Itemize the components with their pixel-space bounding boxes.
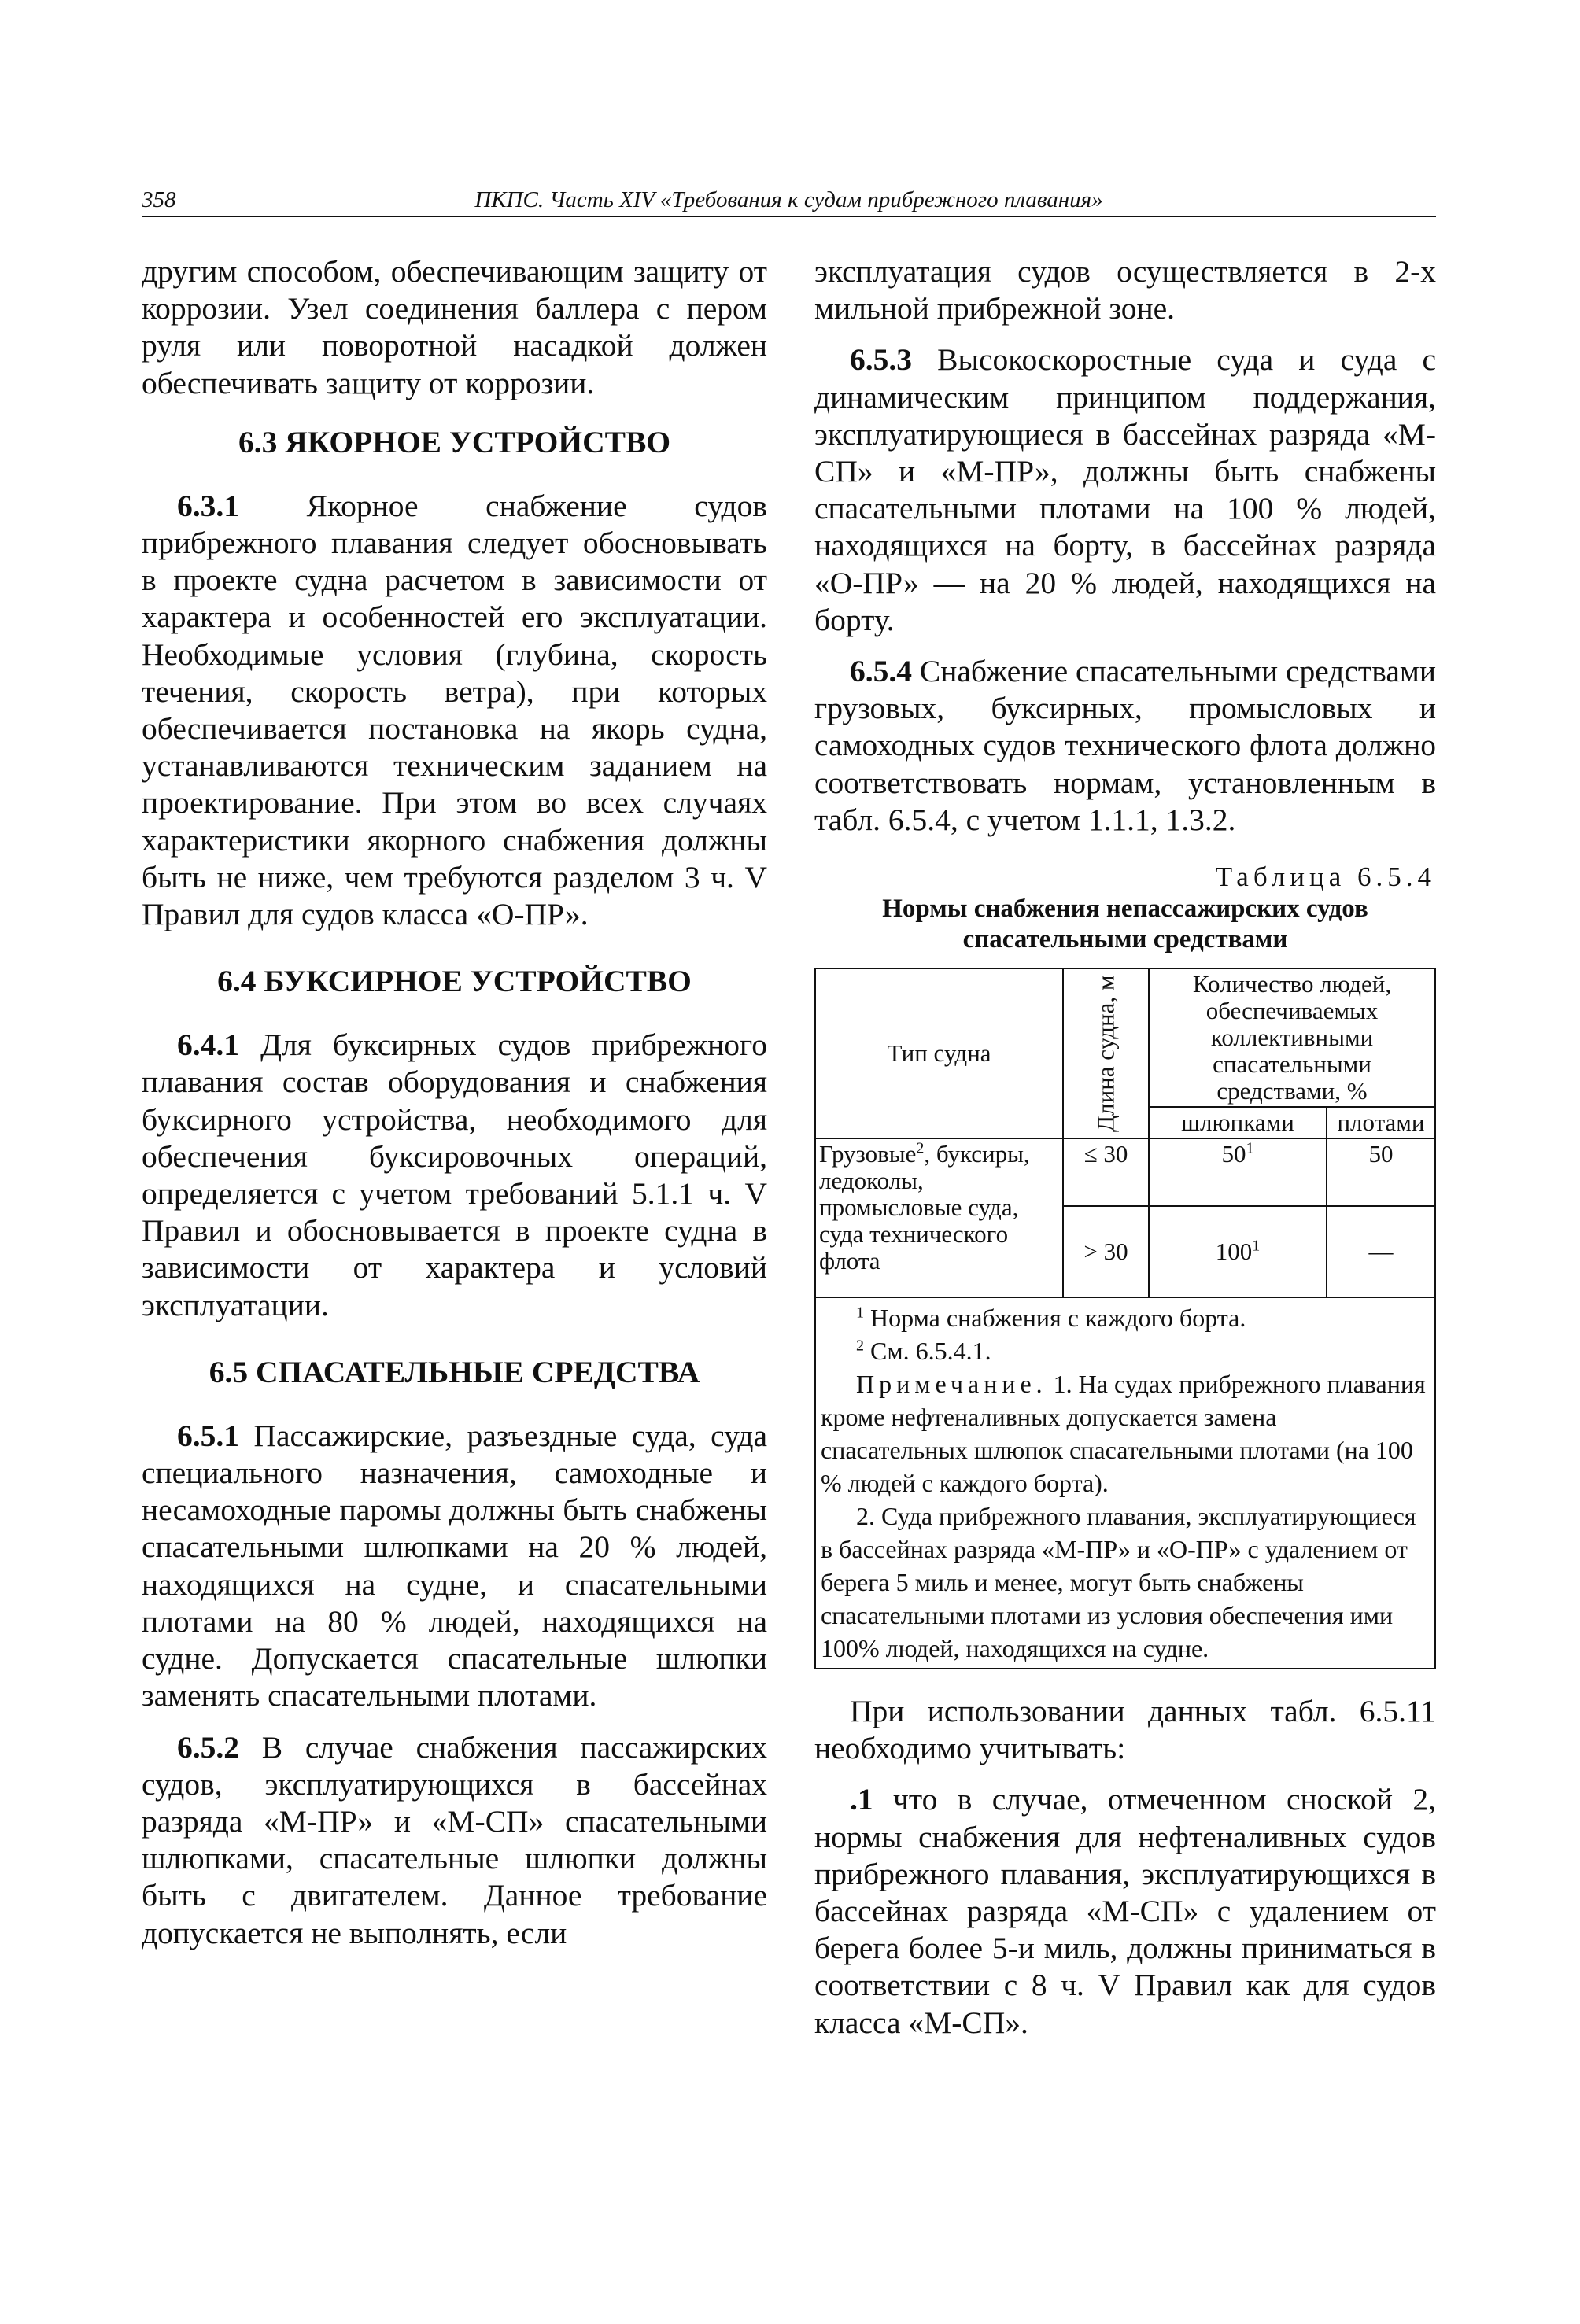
- cell-length: ≤ 30: [1063, 1138, 1149, 1206]
- footnote-2: $^2$ См. 6.5.4.1.: [856, 1337, 991, 1366]
- right-column: [814, 253, 1436, 2042]
- cell-boats: $50^1$: [1149, 1138, 1327, 1206]
- paragraph-6-5-4: 6.5.4 Снабжение спасательными средствами грузовых, буксирных, промысловых и самоходных судов технического флота должно соответствовать нормам, установленным в табл. 6.5.4, с учетом 1.1.1, 1.3.2.: [814, 654, 1436, 837]
- paragraph-usage: При использовании данных табл. 6.5.11 необходимо учитывать:: [814, 1694, 1436, 1766]
- clause-number: 6.5.4: [850, 654, 912, 689]
- clause-number: 6.5.2: [177, 1729, 239, 1765]
- paragraph-continued: эксплуатация судов осуществляется в 2-х мильной прибрежной зоне.: [814, 254, 1436, 326]
- clause-number: 6.3.1: [177, 488, 239, 523]
- paragraph-item-1: .1 что в случае, отмеченном сноской 2, нормы снабжения для нефтеналивных судов прибрежного плавания, эксплуатирующихся в бассейнах разряда «М-СП» с удалением от берега более 5-и миль, должны приниматься в соответствии с 8 ч. V Правил как для судов класса «М-СП».: [814, 1782, 1436, 2040]
- paragraph-6-5-3: 6.5.3 Высокоскоростные суда и суда с динамическим принципом поддержания, эксплуатирующиеся в бассейнах разряда «М-СП» и «М-ПР», должны быть снабжены спасательными плотами на 100 % людей, находящихся на борту, в бассейнах разряда «О-ПР» — на 20 % людей, находящихся на борту.: [814, 342, 1436, 637]
- header-ship-length: Длина судна, м: [1063, 968, 1149, 1138]
- header-rafts: плотами: [1327, 1107, 1435, 1138]
- norms-table: [814, 968, 1436, 1669]
- paragraph-6-3-1: 6.3.1 Якорное снабжение судов прибрежного плавания следует обосновывать в проекте судна расчетом в зависимости от характера и особенностей его эксплуатации. Необходимые условия (глубина, скорость течения, скорость ветра), при которых обеспечивается постановка на якорь судна, устанавливаются техническим заданием на проектирование. При этом во всех случаях характеристики якорного снабжения должны быть не ниже, чем требуются разделом 3 ч. V Правил для судов класса «О-ПР».: [142, 488, 767, 932]
- item-number: .1: [850, 1782, 873, 1817]
- section-heading-6-3: 6.3 ЯКОРНОЕ УСТРОЙСТВО: [238, 424, 671, 459]
- paragraph-6-5-1: 6.5.1 Пассажирские, разъездные суда, суда специального назначения, самоходные и несамоходные паромы должны быть снабжены спасательными шлюпками на 20 % людей, находящихся на судне, и спасательными плотами на 80 % людей, находящихся на судне. Допускается спасательные шлюпки заменять спасательными плотами.: [142, 1418, 767, 1713]
- table-header-row: [815, 968, 1435, 1107]
- table-notes: [815, 1297, 1435, 1669]
- paragraph-6-5-2: 6.5.2 В случае снабжения пассажирских судов, эксплуатирующихся в бассейнах разряда «М-ПР» и «М-СП» спасательными шлюпками, спасательные шлюпки должны быть с двигателем. Данное требование допускается не выполнять, если: [142, 1729, 767, 1950]
- left-column: [142, 253, 767, 1952]
- footnote-1: $^1$ Норма снабжения с каждого борта.: [856, 1304, 1246, 1333]
- header-people-count: Количество людей, обеспечиваемых коллективными спасательными средствами, %: [1149, 968, 1435, 1107]
- table-title: Нормы снабжения непассажирских судов спасательными средствами: [882, 895, 1368, 954]
- page-header: [142, 187, 1436, 217]
- section-heading-6-4: 6.4 БУКСИРНОЕ УСТРОЙСТВО: [217, 964, 692, 999]
- cell-rafts: 50: [1327, 1138, 1435, 1206]
- header-ship-type: Тип судна: [815, 968, 1063, 1138]
- cell-rafts: —: [1327, 1206, 1435, 1297]
- page-number: 358: [142, 187, 176, 212]
- header-boats: шлюпками: [1149, 1107, 1327, 1138]
- table-row: [815, 1138, 1435, 1206]
- note-1: Примечание. 1. На судах прибрежного плавания кроме нефтеналивных допускается замена спасательных шлюпок спасательными плотами (на 100 % людей с каждого борта).: [821, 1370, 1426, 1498]
- cell-length: > 30: [1063, 1206, 1149, 1297]
- cell-boats: $100^1$: [1149, 1206, 1327, 1297]
- note-2: 2. Суда прибрежного плавания, эксплуатирующиеся в бассейнах разряда «М-ПР» и «О-ПР» с удалением от берега 5 миль и менее, могут быть снабжены спасательными плотами из условия обеспечения ими 100% людей, находящихся на судне.: [821, 1502, 1416, 1663]
- cell-ship-type: Грузовые$^2$, буксиры, ледоколы, промысловые суда, суда технического флота: [815, 1138, 1063, 1297]
- table-caption: Таблица 6.5.4: [1215, 861, 1436, 893]
- section-heading-6-5: 6.5 СПАСАТЕЛЬНЫЕ СРЕДСТВА: [209, 1354, 700, 1389]
- clause-number: 6.4.1: [177, 1027, 239, 1063]
- running-title: ПКПС. Часть XIV «Требования к судам прибрежного плавания»: [474, 187, 1103, 212]
- paragraph-6-4-1: 6.4.1 Для буксирных судов прибрежного плавания состав оборудования и снабжения буксирного устройства, необходимого для обеспечения буксировочных операций, определяется с учетом требований 5.1.1 ч. V Правил и обосновывается в проекте судна в зависимости от характера и условий эксплуатации.: [142, 1027, 767, 1322]
- clause-number: 6.5.1: [177, 1418, 239, 1453]
- table-notes-row: [815, 1297, 1435, 1669]
- paragraph-continued: другим способом, обеспечивающим защиту от коррозии. Узел соединения баллера с пером руля или поворотной насадкой должен обеспечивать защиту от коррозии.: [142, 254, 767, 400]
- clause-number: 6.5.3: [850, 342, 912, 378]
